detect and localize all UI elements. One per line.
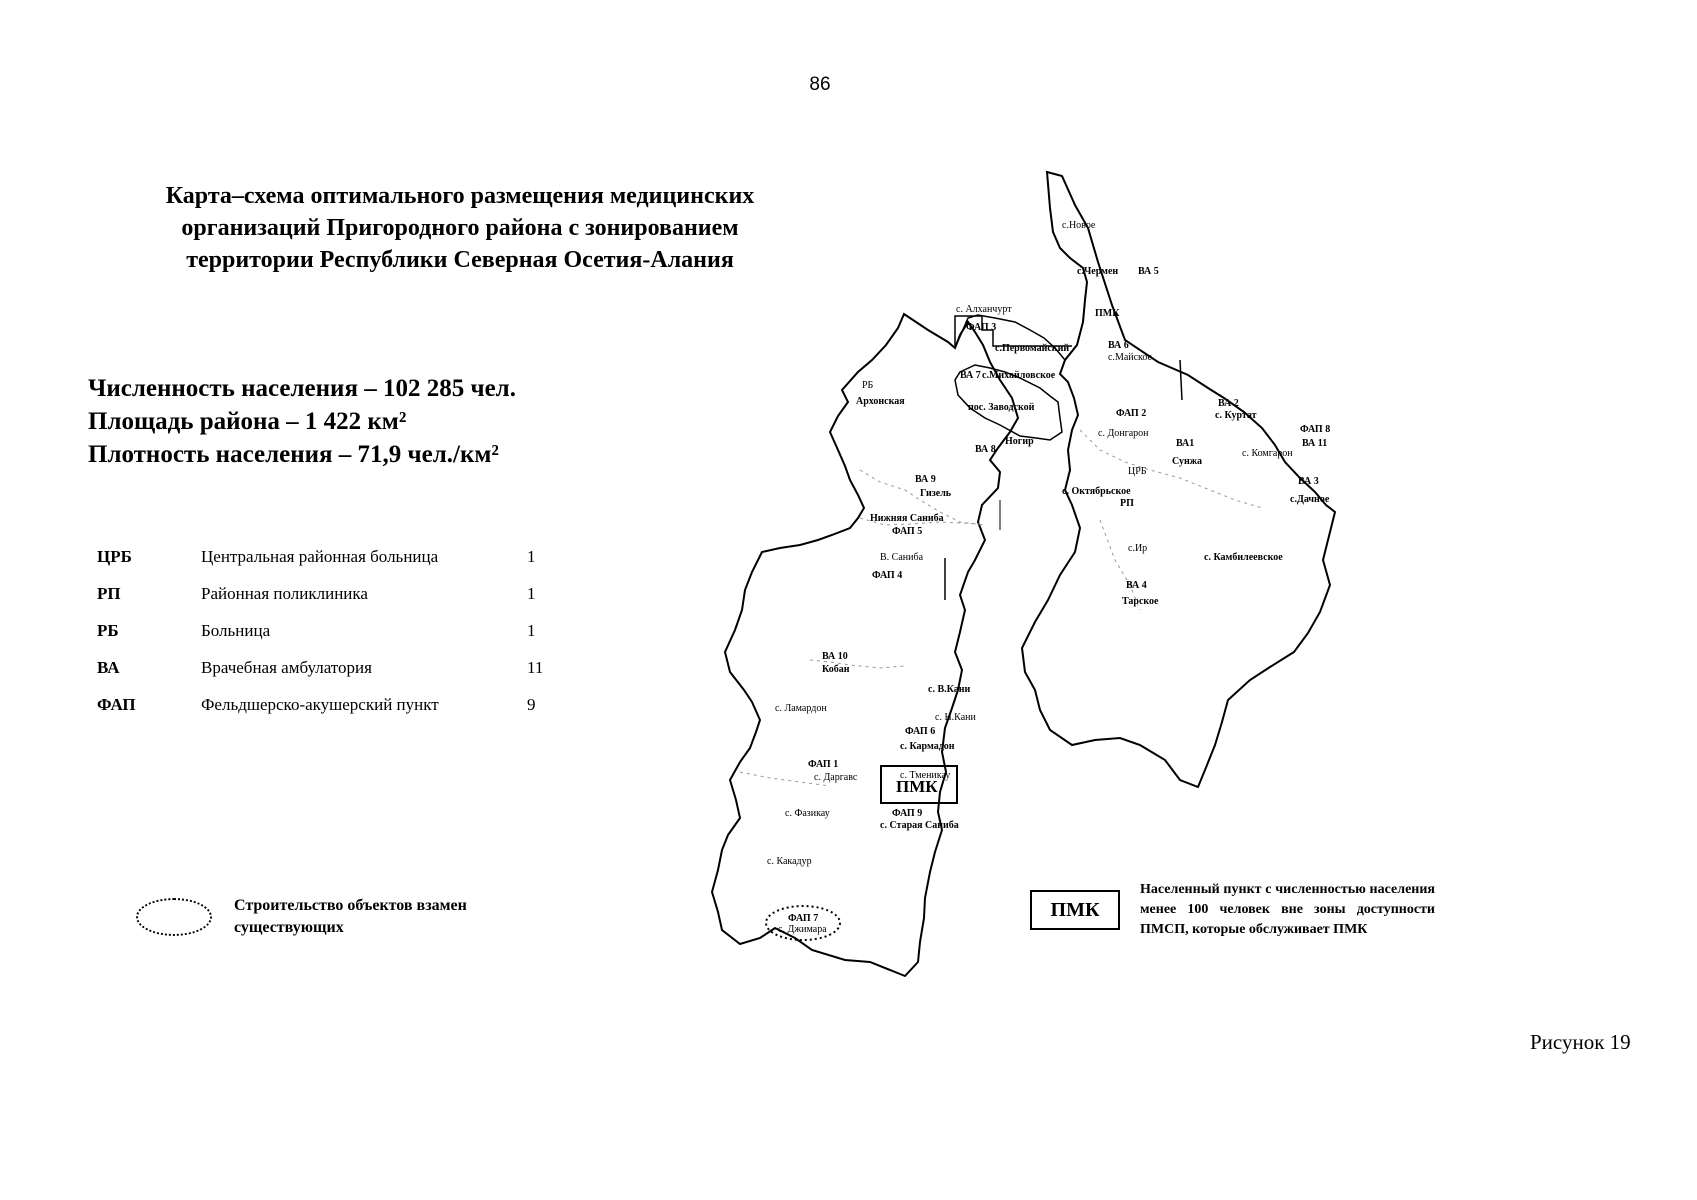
map-label-fap2: ФАП 2 xyxy=(1116,408,1147,419)
legend-name: Врачебная амбулатория xyxy=(201,658,372,677)
map-label-fap1: ФАП 1 xyxy=(808,759,839,770)
map-label-va8: ВА 8 xyxy=(975,444,996,455)
map-label-alkhanchurt: с. Алханчурт xyxy=(956,304,1012,315)
map-label-n-saniba: Нижняя Саниба xyxy=(870,513,944,524)
map-label-fap5: ФАП 5 xyxy=(892,526,923,537)
map-label-fazikau: с. Фазикау xyxy=(785,808,830,819)
map-label-kakadur: с. Какадур xyxy=(767,856,812,867)
legend-abbr: ФАП xyxy=(97,695,136,714)
map-label-v-saniba: В. Саниба xyxy=(880,552,924,563)
construction-line-2: существующих xyxy=(234,919,344,936)
map-label-kurtat: с. Куртат xyxy=(1215,410,1257,421)
map-label-rp: РП xyxy=(1120,498,1134,509)
figure-label: Рисунок 19 xyxy=(1530,1030,1631,1054)
legend-count: 1 xyxy=(527,584,536,603)
map-label-va3: ВА 3 xyxy=(1298,476,1319,487)
map-label-dachnoe: с.Дачное xyxy=(1290,494,1330,505)
map-label-pmk: ПМК xyxy=(896,777,938,796)
construction-line-1: Строительство объектов взамен xyxy=(234,897,467,914)
map-label-fap8: ФАП 8 xyxy=(1300,424,1331,435)
legend-name: Центральная районная больница xyxy=(201,547,439,566)
population-stat: Численность населения – 102 285 чел. xyxy=(88,375,516,402)
map-label-dargavs: с. Даргавс xyxy=(814,772,858,783)
title-line-2: организаций Пригородного района с зонированием xyxy=(181,215,739,241)
map-label-crb: ЦРБ xyxy=(1128,466,1147,477)
map-label-dzhimara: с. Джимара xyxy=(778,924,827,935)
map-label-va10: ВА 10 xyxy=(822,651,848,662)
west-region-boundary xyxy=(712,314,1018,976)
map-label-dongaron: с. Донгарон xyxy=(1098,428,1149,439)
map-label-fap3: ФАП 3 xyxy=(966,322,997,333)
map-label-koban: Кобан xyxy=(822,664,850,675)
map-label-va2: ВА 2 xyxy=(1218,398,1239,409)
map-label-va11: ВА 11 xyxy=(1302,438,1328,449)
map-label-novoe: с.Новое xyxy=(1062,220,1096,231)
map-label-fap6: ФАП 6 xyxy=(905,726,936,737)
map-label-sunzha: Сунжа xyxy=(1172,456,1202,467)
map-label-chermen: с.Чермен xyxy=(1077,266,1119,277)
road-line xyxy=(1180,360,1182,400)
legend-count: 1 xyxy=(527,621,536,640)
map-label-zavodskoy: пос. Заводской xyxy=(968,402,1035,413)
map-label-fap7: ФАП 7 xyxy=(788,913,819,924)
legend-abbr: РБ xyxy=(97,621,119,640)
map-label-va4: ВА 4 xyxy=(1126,580,1147,591)
map-label-staraya-saniba: с. Старая Саниба xyxy=(880,820,959,831)
map-label-gizel: Гизель xyxy=(920,488,952,499)
pmk-legend-text: Населенный пункт с численностью населения менее 100 человек вне зоны доступности ПМСП, которые обслуживает ПМК xyxy=(1140,882,1435,937)
map-label-tarskoe: Тарское xyxy=(1122,596,1159,607)
area-stat: Площадь района – 1 422 км² xyxy=(88,408,407,435)
legend-abbr: ВА xyxy=(97,658,120,677)
map-label-mayskoe: с.Майское xyxy=(1108,352,1152,363)
map-label-oktyabrskoe: с. Октябрьское xyxy=(1062,486,1131,497)
map-label-va7: ВА 7 xyxy=(960,370,981,381)
map-label-nogir: Ногир xyxy=(1005,436,1034,447)
pmk-box-icon: ПМК xyxy=(1030,890,1120,930)
density-stat: Плотность населения – 71,9 чел./км² xyxy=(88,441,499,468)
map-label-pervomaysky: с.Первомайский xyxy=(995,343,1070,354)
map-label-arkhonskaya: Архонская xyxy=(856,396,905,407)
map-label-karmadon: с. Кармадон xyxy=(900,741,955,752)
map-label-komgaron: с. Комгарон xyxy=(1242,448,1293,459)
legend-count: 11 xyxy=(527,658,544,677)
map-label-tmenikau: с. Тменикау xyxy=(900,770,951,781)
map-label-va6: ВА 6 xyxy=(1108,340,1129,351)
legend-count: 1 xyxy=(527,547,536,566)
title-line-1: Карта–схема оптимального размещения медицинских xyxy=(165,183,755,209)
map-label-ir: с.Ир xyxy=(1128,543,1148,554)
map-label-lyamardon: с. Ламардон xyxy=(775,703,827,714)
map-label-fap4: ФАП 4 xyxy=(872,570,903,581)
map-label-n-kani: с. Н.Кани xyxy=(935,712,976,723)
legend-name: Районная поликлиника xyxy=(201,584,368,603)
title-line-3: территории Республики Северная Осетия-Алания xyxy=(186,247,734,273)
map-label-va5: ВА 5 xyxy=(1138,266,1159,277)
map-label-kambileevskoe: с. Камбилеевское xyxy=(1204,552,1283,563)
map-label-rb: РБ xyxy=(862,380,874,391)
map-label-fap9: ФАП 9 xyxy=(892,808,923,819)
page-number: 86 xyxy=(809,74,831,95)
east-region-boundary xyxy=(1022,172,1335,787)
map-label-va9: ВА 9 xyxy=(915,474,936,485)
legend-name: Больница xyxy=(201,621,271,640)
legend-abbr: ЦРБ xyxy=(97,547,132,566)
legend-name: Фельдшерско-акушерский пункт xyxy=(201,695,439,714)
map-label-pmk-small: ПМК xyxy=(1095,308,1120,319)
map-label-v-kani: с. В.Кани xyxy=(928,684,971,695)
legend-abbr: РП xyxy=(97,584,121,603)
map-label-mikhaylovskoe: с.Михайловское xyxy=(982,370,1056,381)
map-label-va1: ВА1 xyxy=(1176,438,1195,449)
legend-count: 9 xyxy=(527,695,536,714)
